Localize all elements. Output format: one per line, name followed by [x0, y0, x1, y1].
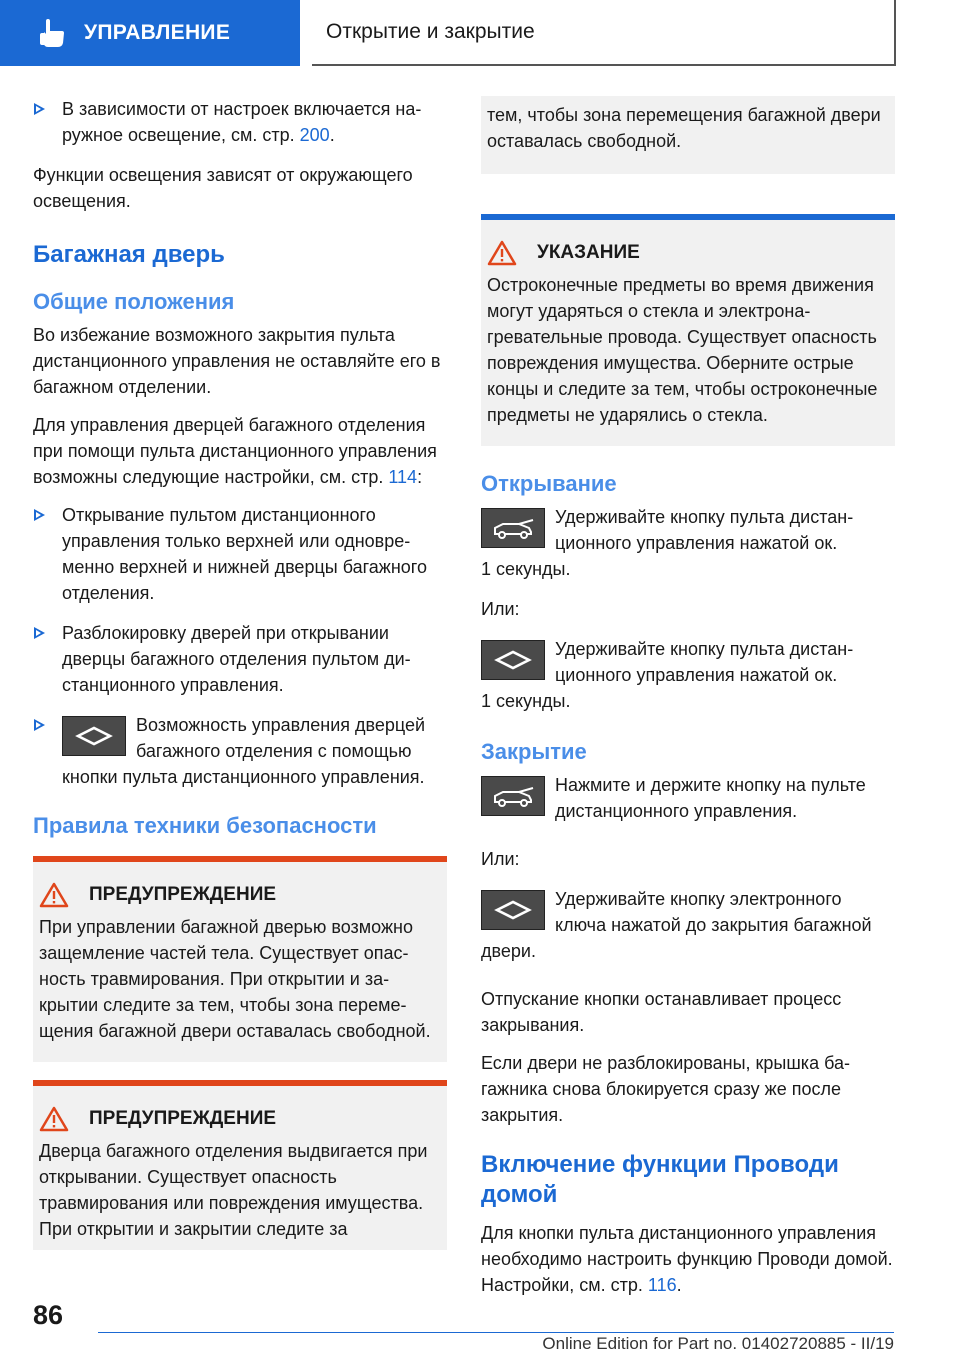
list-item: Открывание пультом дистанционного управления только верхней или одновременно верхней и нижней дверцы багажного отделения. — [33, 502, 447, 606]
topic-title: Открытие и закрытие — [326, 20, 535, 43]
page-link[interactable]: 116 — [647, 1275, 677, 1295]
paragraph: Для управления дверцей багажного отделения при помощи пульта дистанционного управления возможны следующие настройки, см. стр. 114: — [33, 415, 437, 487]
warning-triangle-icon — [39, 1106, 69, 1132]
bullet-triangle-icon — [34, 719, 45, 731]
list-item: Разблокировку дверей при открывании дверцы багажного отделения пультом дистанционного управления. — [33, 620, 447, 698]
bullet-triangle-icon — [34, 509, 45, 521]
section-heading: Включение функции Проводи домой — [481, 1151, 839, 1208]
edition-note: Online Edition for Part no. 01402720885 - II/19 — [542, 1334, 894, 1353]
warning-text: При управлении багажной дверью возможно защемление частей тела. Существует опасность травмирования. При открытии и закрытии следите за тем, чтобы зона перемещения багажной двери оставалась свободной. — [39, 917, 431, 1041]
instruction-row: Удерживайте кнопку пульта дистанционного управления нажатой ок. — [481, 504, 895, 556]
page-link[interactable]: 200 — [299, 125, 330, 145]
list-item: Возможность управления дверцей багажного отделения с помощью кнопки пульта дистанционного управления. — [33, 712, 447, 790]
paragraph: Функции освещения зависят от окружающего освещения. — [33, 165, 413, 211]
section-tab — [0, 0, 300, 66]
paragraph: Во избежание возможного закрытия пульта дистанционного управления не оставляйте его в багажном отделении. — [33, 325, 441, 397]
footer-divider — [98, 1332, 894, 1333]
subsection-heading: Общие положения — [33, 289, 235, 314]
notice-text: Остроконечные предметы во время движения могут ударяться о стекла и электронагревательные провода. Существует опасность повреждения имущества. Оберните острые концы и следите за тем, чтобы остроконечные предметы не ударялись о стекла. — [487, 275, 878, 425]
warning-triangle-icon — [39, 882, 69, 908]
notice-box — [481, 214, 895, 446]
warning-title: ПРЕДУПРЕЖДЕНИЕ — [89, 884, 277, 905]
warning-box — [33, 1080, 447, 1250]
warning-text: тем, чтобы зона перемещения багажной двери оставалась свободной. — [487, 105, 881, 151]
warning-title: ПРЕДУПРЕЖДЕНИЕ — [89, 1108, 277, 1129]
subsection-heading: Открывание — [481, 471, 617, 496]
left-column — [33, 96, 447, 1268]
instruction-row: Удерживайте кнопку пульта дистанционного управления нажатой ок. — [481, 636, 895, 688]
right-column: тем, чтобы зона перемещения багажной двери оставалась свободной. УКАЗАНИЕ Остроконечные предметы во время движения могут ударяться о стекла и электронагревательные провода. Существует опасность повреждения имущества. Оберните острые концы и следите за тем, чтобы остроконечные предметы не ударялись о стекла. Открывание Удерживайте кнопку пульта дистанционного управления нажатой ок. 1 секунды. Или: Удерживайте кнопку пульта дистанционного управления нажатой ок. 1 секунды. Закрытие Нажмите и держите кнопку на пульте дистанционного управления. Или: Удерживайте кнопку электронного ключа нажатой до закрытия багажной двери. Отпускание кнопки останавливает процесс закрывания. Если двери не разблокированы, крышка багажника снова блокируется сразу же после закрытия. Включение функции Проводи домой Для кнопки пульта дистанционного управления необходимо настроить функцию Проводи домой. Настройки, см. стр. 116. — [481, 96, 895, 1310]
warning-box — [33, 856, 447, 1062]
remote-key-icon — [481, 640, 545, 680]
bullet-triangle-icon — [34, 103, 45, 115]
warning-box-continued — [481, 96, 895, 174]
paragraph: Отпускание кнопки останавливает процесс закрывания. — [481, 989, 842, 1035]
paragraph: Для кнопки пульта дистанционного управления необходимо настроить функцию Проводи домой. Настройки, см. стр. 116. — [481, 1223, 893, 1295]
paragraph: Если двери не разблокированы, крышка багажника снова блокируется сразу же после закрытия. — [481, 1053, 850, 1125]
remote-key-icon — [481, 890, 545, 930]
remote-key-icon — [62, 716, 126, 756]
page-number: 86 — [33, 1300, 64, 1330]
topic-header — [312, 0, 896, 66]
warning-triangle-icon — [487, 240, 517, 266]
instruction-row: Удерживайте кнопку электронного ключа нажатой до закрытия багажной — [481, 886, 895, 938]
trunk-open-icon — [481, 508, 545, 548]
hand-pointer-icon — [36, 16, 70, 50]
notice-title: УКАЗАНИЕ — [537, 242, 640, 263]
subsection-heading: Закрытие — [481, 739, 587, 764]
instruction-row: Нажмите и держите кнопку на пульте дистанционного управления. — [481, 772, 895, 824]
page-link[interactable]: 114 — [388, 467, 418, 487]
warning-text: Дверца багажного отделения выдвигается при открывании. Существует опасность травмирования или повреждения имущества. При открытии и закрытии следите за — [39, 1141, 428, 1239]
trunk-close-icon — [481, 776, 545, 816]
list-item: В зависимости от настроек включается наружное освещение, см. стр. 200. — [33, 96, 447, 148]
section-title: УПРАВЛЕНИЕ — [84, 21, 231, 44]
bullet-triangle-icon — [34, 627, 45, 639]
subsection-heading: Правила техники безопасности — [33, 813, 377, 838]
section-heading: Багажная дверь — [33, 241, 225, 268]
